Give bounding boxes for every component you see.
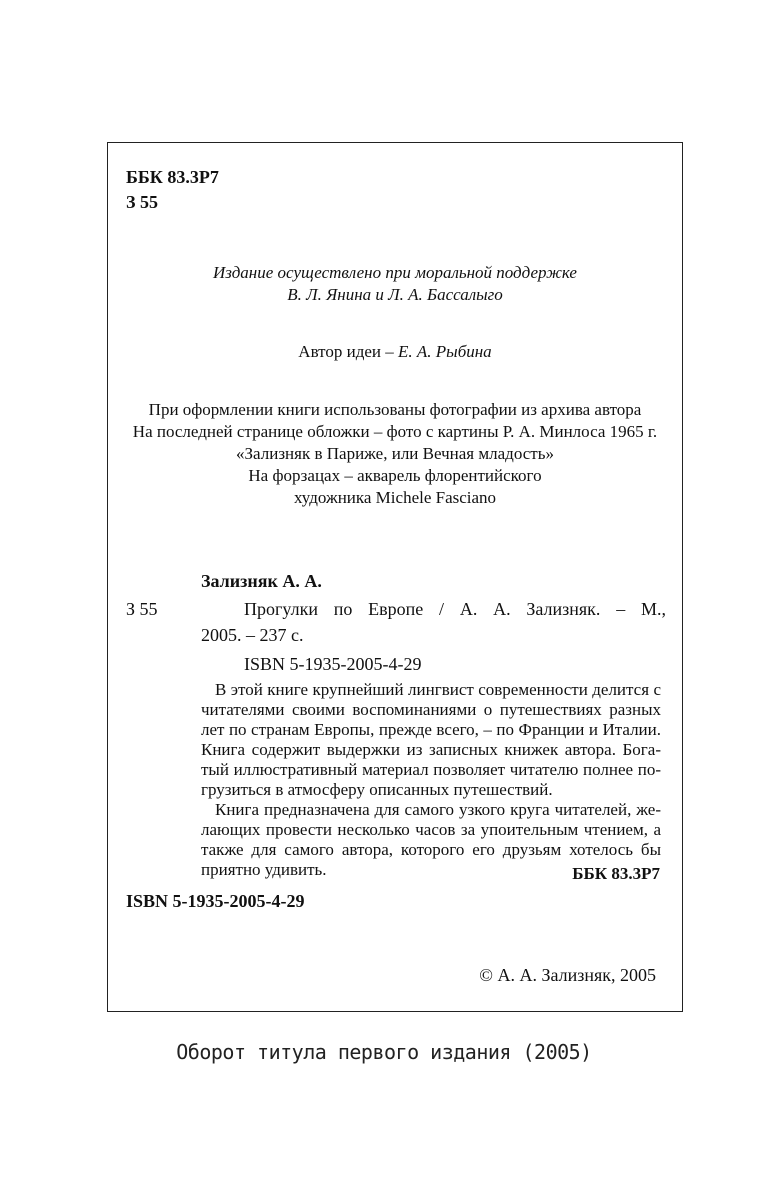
annotation-bbk: ББК 83.3Р7 <box>572 864 660 883</box>
annotation-line: Книга содержит выдержки из записных книжек автора. Бога- <box>201 740 661 759</box>
design-line-1: При оформлении книги использованы фотографии из архива автора <box>148 400 642 419</box>
catalog-title-line-1: Прогулки по Европе / А. А. Зализняк. – М., <box>244 599 666 619</box>
idea-author: Е. А. Рыбина <box>398 342 492 361</box>
design-line-5: художника Michele Fasciano <box>293 488 497 507</box>
annotation-line: В этой книге крупнейший лингвист современности делится с <box>215 680 661 699</box>
support-line-1: Издание осуществлено при моральной поддержке <box>213 263 577 282</box>
idea-credit <box>108 342 682 362</box>
copyright: © А. А. Зализняк, 2005 <box>479 965 656 985</box>
catalog-isbn: ISBN 5-1935-2005-4-29 <box>244 654 422 674</box>
catalog-author: Зализняк А. А. <box>201 571 322 591</box>
footer-isbn: ISBN 5-1935-2005-4-29 <box>126 891 305 911</box>
annotation-line: читателями своими воспоминаниями о путешествиях разных <box>201 700 661 719</box>
author-sign-code: З 55 <box>126 192 159 212</box>
annotation-line: также для самого автора, которого его друзьям хотелось бы <box>201 840 661 859</box>
annotation-line: Книга предназначена для самого узкого круга читателей, же- <box>215 800 661 819</box>
catalog-code: З 55 <box>126 599 158 619</box>
bbk-index: ББК 83.3Р7 <box>126 167 219 187</box>
annotation-line: лающих провести несколько часов за упоительным чтением, а <box>201 820 661 839</box>
design-line-4: На форзацах – акварель флорентийского <box>248 466 542 485</box>
figure-caption: Оборот титула первого издания (2005) <box>176 1040 592 1064</box>
imprint-page-frame <box>107 142 683 1012</box>
annotation <box>201 680 661 880</box>
annotation-line: лет по странам Европы, прежде всего, – по Франции и Италии. <box>201 720 661 739</box>
design-line-2: На последней странице обложки – фото с картины Р. А. Минлоса 1965 г. <box>132 422 658 441</box>
catalog-title-line-2: 2005. – 237 с. <box>201 625 304 645</box>
idea-label: Автор идеи – <box>298 342 394 361</box>
annotation-line: приятно удивить. <box>201 860 327 879</box>
support-line-2: В. Л. Янина и Л. А. Бассалыго <box>287 285 503 304</box>
annotation-line: тый иллюстративный материал позволяет читателю полнее по- <box>201 760 661 779</box>
annotation-line: грузиться в атмосферу описанных путешествий. <box>201 780 553 799</box>
design-line-3: «Зализняк в Париже, или Вечная младость» <box>236 444 554 463</box>
